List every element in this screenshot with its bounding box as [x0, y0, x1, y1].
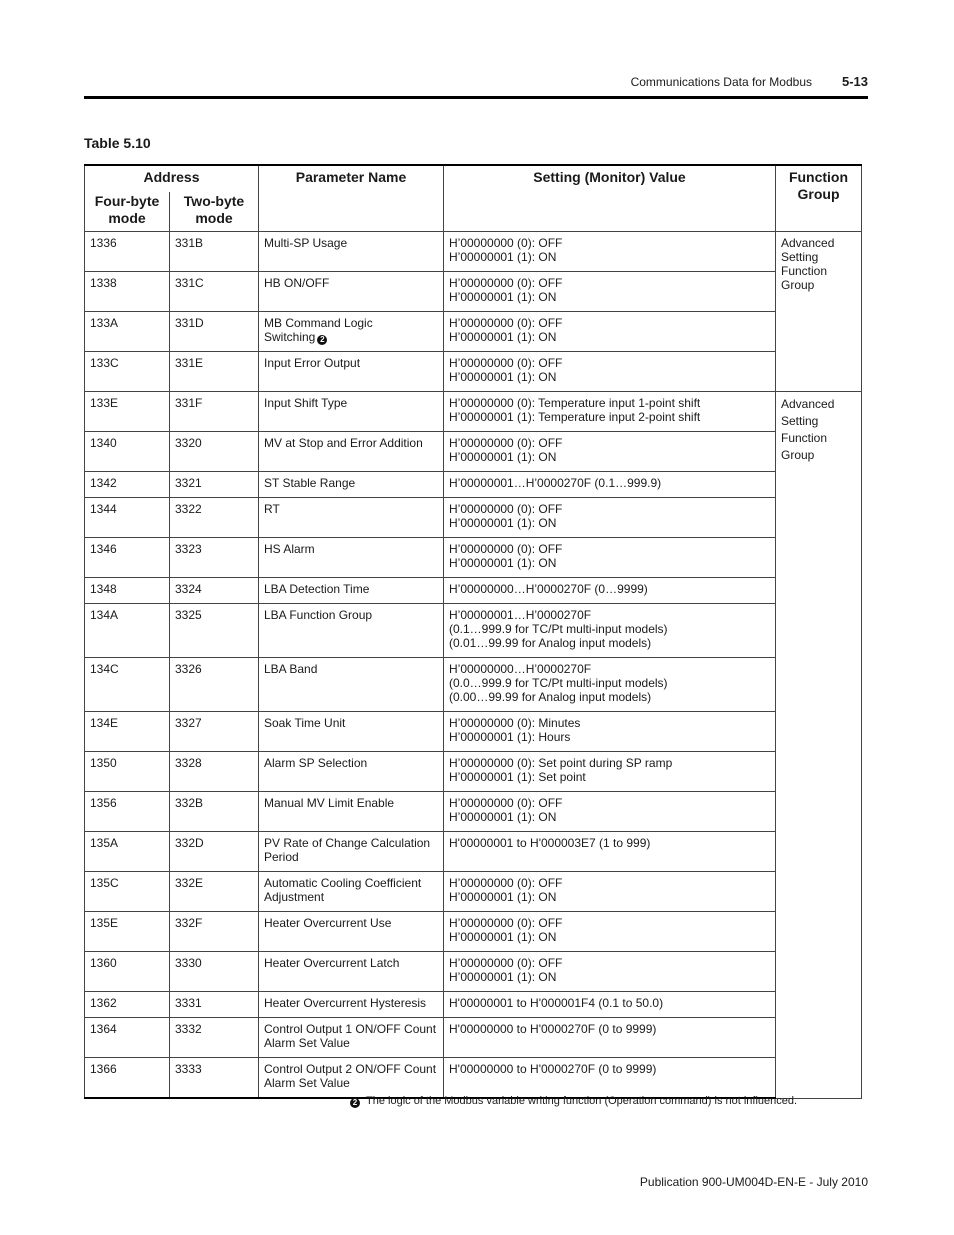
- parameter-name: [259, 712, 444, 752]
- two-byte-address: 331D: [170, 312, 259, 352]
- parameter-name-line: Alarm Set Value: [264, 1036, 350, 1050]
- two-byte-address: 332D: [170, 832, 259, 872]
- function-group-word: Function: [781, 264, 828, 278]
- four-byte-address: 1336: [85, 232, 170, 272]
- setting-value-line: H’00000001 (1): ON: [449, 330, 557, 344]
- table-row: [85, 272, 862, 312]
- table-row: [85, 432, 862, 472]
- parameter-name-line: LBA Band: [264, 662, 318, 676]
- header-address: Address: [85, 165, 259, 192]
- parameter-name-line: MV at Stop and Error Addition: [264, 436, 423, 450]
- setting-value-line: H’00000000 (0): OFF: [449, 436, 563, 450]
- setting-value-line: H’00000001 (1): ON: [449, 810, 557, 824]
- publication-info: Publication 900-UM004D-EN-E - July 2010: [639, 1175, 868, 1189]
- four-byte-address: 1366: [85, 1058, 170, 1099]
- two-byte-address: 3332: [170, 1018, 259, 1058]
- function-group-word: Group: [781, 448, 815, 462]
- footnote: [350, 1095, 797, 1108]
- table-row: [85, 538, 862, 578]
- setting-value-line: H’00000000 (0): OFF: [449, 956, 563, 970]
- table-row: [85, 872, 862, 912]
- setting-value: [444, 498, 776, 538]
- four-byte-address: 1346: [85, 538, 170, 578]
- four-byte-address: 135A: [85, 832, 170, 872]
- parameter-name-line: Alarm SP Selection: [264, 756, 368, 770]
- setting-value: [444, 658, 776, 712]
- parameter-name: [259, 312, 444, 352]
- function-group-word: Group: [781, 278, 815, 292]
- parameter-name-line: Control Output 2 ON/OFF Count: [264, 1062, 437, 1076]
- setting-value-line: H’00000001 (1): ON: [449, 370, 557, 384]
- parameter-name: [259, 992, 444, 1018]
- setting-value: [444, 992, 776, 1018]
- four-byte-address: 135E: [85, 912, 170, 952]
- parameter-name-line: Switching: [264, 330, 316, 344]
- two-byte-address: 3331: [170, 992, 259, 1018]
- setting-value-line: H’00000001 (1): ON: [449, 250, 557, 264]
- two-byte-address: 3321: [170, 472, 259, 498]
- setting-value-line: H’00000001 (1): ON: [449, 516, 557, 530]
- parameter-name: [259, 952, 444, 992]
- setting-value: [444, 1018, 776, 1058]
- setting-value-line: (0.01…99.99 for Analog input models): [449, 636, 652, 650]
- two-byte-address: 3327: [170, 712, 259, 752]
- setting-value-line: H’00000001 (1): ON: [449, 556, 557, 570]
- two-byte-address: 3323: [170, 538, 259, 578]
- parameter-name: [259, 538, 444, 578]
- header-rule: [84, 96, 868, 99]
- setting-value: [444, 538, 776, 578]
- setting-value-line: H’00000001 (1): ON: [449, 450, 557, 464]
- parameter-name-line: Input Error Output: [264, 356, 361, 370]
- setting-value-line: H’00000001…H’0000270F: [449, 608, 592, 622]
- parameter-name: [259, 752, 444, 792]
- two-byte-address: 3324: [170, 578, 259, 604]
- parameter-name: [259, 872, 444, 912]
- function-group: [776, 232, 862, 392]
- header-setting-value: Setting (Monitor) Value: [444, 165, 776, 232]
- two-byte-address: 3330: [170, 952, 259, 992]
- setting-value-line: (0.0…999.9 for TC/Pt multi-input models): [449, 676, 668, 690]
- table-row: [85, 472, 862, 498]
- setting-value: [444, 952, 776, 992]
- setting-value: [444, 792, 776, 832]
- header-function-group: Function Group: [776, 165, 862, 232]
- parameter-name-line: HS Alarm: [264, 542, 315, 556]
- parameter-name-line: Automatic Cooling Coefficient: [264, 876, 422, 890]
- parameter-name-line: Heater Overcurrent Use: [264, 916, 392, 930]
- parameter-name: [259, 1018, 444, 1058]
- setting-value-line: (0.00…99.99 for Analog input models): [449, 690, 652, 704]
- setting-value-line: H’00000001 (1): Temperature input 2-point shift: [449, 410, 701, 424]
- parameter-name: [259, 832, 444, 872]
- parameter-name-line: RT: [264, 502, 280, 516]
- two-byte-address: 331F: [170, 392, 259, 432]
- parameter-name: [259, 432, 444, 472]
- two-byte-address: 332B: [170, 792, 259, 832]
- setting-value-line: H'00000000 to H'0000270F (0 to 9999): [449, 1022, 657, 1036]
- parameter-name: [259, 472, 444, 498]
- parameter-name-line: Multi-SP Usage: [264, 236, 348, 250]
- setting-value-line: H’00000000 (0): OFF: [449, 502, 563, 516]
- parameter-name: [259, 352, 444, 392]
- setting-value-line: H’00000001 (1): Set point: [449, 770, 586, 784]
- setting-value-line: H’00000001 (1): ON: [449, 970, 557, 984]
- setting-value: [444, 604, 776, 658]
- page-number: 5-13: [841, 74, 868, 89]
- table-row: [85, 232, 862, 272]
- two-byte-address: 3333: [170, 1058, 259, 1099]
- setting-value-line: (0.1…999.9 for TC/Pt multi-input models): [449, 622, 668, 636]
- table-row: [85, 1018, 862, 1058]
- two-byte-address: 332F: [170, 912, 259, 952]
- parameter-name: [259, 392, 444, 432]
- four-byte-address: 1338: [85, 272, 170, 312]
- setting-value: [444, 872, 776, 912]
- parameter-name-line: Manual MV Limit Enable: [264, 796, 395, 810]
- setting-value-line: H’00000001 (1): ON: [449, 290, 557, 304]
- parameter-name-line: MB Command Logic: [264, 316, 373, 330]
- table-row: [85, 578, 862, 604]
- footnote-text: The logic of the Modbus variable writing function (Operation command) is not influenced.: [366, 1095, 798, 1107]
- table-row: [85, 604, 862, 658]
- table-row: [85, 992, 862, 1018]
- table-row: [85, 792, 862, 832]
- setting-value: [444, 752, 776, 792]
- function-group-word: Function: [781, 431, 828, 445]
- two-byte-address: 332E: [170, 872, 259, 912]
- table-row: [85, 658, 862, 712]
- setting-value-line: H’00000000 (0): Set point during SP ramp: [449, 756, 673, 770]
- setting-value: [444, 832, 776, 872]
- header-parameter-name: Parameter Name: [259, 165, 444, 232]
- parameter-name-line: Alarm Set Value: [264, 1076, 350, 1090]
- setting-value: [444, 432, 776, 472]
- four-byte-address: 1344: [85, 498, 170, 538]
- two-byte-address: 3320: [170, 432, 259, 472]
- parameter-name: [259, 604, 444, 658]
- function-group-word: Setting: [781, 250, 819, 264]
- parameter-name: [259, 792, 444, 832]
- setting-value: [444, 272, 776, 312]
- parameter-name-line: PV Rate of Change Calculation: [264, 836, 431, 850]
- parameter-name: [259, 1058, 444, 1099]
- table-body: [85, 232, 862, 1099]
- four-byte-address: 1356: [85, 792, 170, 832]
- setting-value-line: H’00000000 (0): Temperature input 1-point shift: [449, 396, 701, 410]
- four-byte-address: 133E: [85, 392, 170, 432]
- table-row: [85, 912, 862, 952]
- four-byte-address: 135C: [85, 872, 170, 912]
- setting-value-line: H’00000001 (1): ON: [449, 890, 557, 904]
- table-row: [85, 352, 862, 392]
- two-byte-address: 331E: [170, 352, 259, 392]
- setting-value-line: H’00000000…H’0000270F (0…9999): [449, 582, 648, 596]
- setting-value-line: H’00000000…H’0000270F: [449, 662, 592, 676]
- function-group-word: Advanced: [781, 397, 835, 411]
- parameter-name: [259, 912, 444, 952]
- table-row: [85, 392, 862, 432]
- parameter-name-line: LBA Function Group: [264, 608, 373, 622]
- header-four-byte-mode: Four-byte mode: [85, 192, 170, 232]
- page-header: [84, 74, 868, 96]
- setting-value-line: H’00000000 (0): OFF: [449, 916, 563, 930]
- two-byte-address: 3328: [170, 752, 259, 792]
- parameter-name-line: Period: [264, 850, 299, 864]
- four-byte-address: 133A: [85, 312, 170, 352]
- parameter-name-line: Heater Overcurrent Latch: [264, 956, 400, 970]
- four-byte-address: 1362: [85, 992, 170, 1018]
- setting-value-line: H’00000000 (0): OFF: [449, 796, 563, 810]
- function-group: [776, 392, 862, 1099]
- section-title: Communications Data for Modbus: [630, 75, 812, 89]
- setting-value: [444, 578, 776, 604]
- table-row: [85, 832, 862, 872]
- setting-value-line: H’00000001…H’0000270F (0.1…999.9): [449, 476, 662, 490]
- setting-value: [444, 392, 776, 432]
- setting-value: [444, 472, 776, 498]
- setting-value-line: H’00000000 (0): OFF: [449, 236, 563, 250]
- parameter-name-line: Heater Overcurrent Hysteresis: [264, 996, 427, 1010]
- parameter-name: [259, 658, 444, 712]
- modbus-parameter-table: [84, 164, 862, 1099]
- setting-value: [444, 232, 776, 272]
- parameter-name-line: Adjustment: [264, 890, 325, 904]
- table-row: [85, 498, 862, 538]
- note-2-marker: 2: [317, 335, 327, 345]
- four-byte-address: 134C: [85, 658, 170, 712]
- two-byte-address: 331C: [170, 272, 259, 312]
- four-byte-address: 134E: [85, 712, 170, 752]
- two-byte-address: 331B: [170, 232, 259, 272]
- four-byte-address: 1364: [85, 1018, 170, 1058]
- setting-value-line: H’00000000 (0): OFF: [449, 276, 563, 290]
- setting-value-line: H'00000000 to H'0000270F (0 to 9999): [449, 1062, 657, 1076]
- setting-value-line: H’00000000 (0): OFF: [449, 316, 563, 330]
- setting-value-line: H’00000001 (1): Hours: [449, 730, 571, 744]
- setting-value-line: H’00000001 (1): ON: [449, 930, 557, 944]
- parameter-name-line: Control Output 1 ON/OFF Count: [264, 1022, 437, 1036]
- parameter-name-line: HB ON/OFF: [264, 276, 330, 290]
- table-row: [85, 312, 862, 352]
- table-row: [85, 712, 862, 752]
- table-title: Table 5.10: [84, 135, 151, 151]
- setting-value: [444, 1058, 776, 1099]
- parameter-name: [259, 578, 444, 604]
- parameter-name: [259, 272, 444, 312]
- two-byte-address: 3322: [170, 498, 259, 538]
- parameter-name: [259, 498, 444, 538]
- setting-value-line: H’00000000 (0): OFF: [449, 876, 563, 890]
- setting-value: [444, 912, 776, 952]
- parameter-name-line: Soak Time Unit: [264, 716, 346, 730]
- four-byte-address: 1342: [85, 472, 170, 498]
- table-row: [85, 952, 862, 992]
- setting-value-line: H’00000000 (0): OFF: [449, 356, 563, 370]
- table-row: [85, 752, 862, 792]
- parameter-name: [259, 232, 444, 272]
- note-2-marker: 2: [350, 1098, 360, 1108]
- parameter-name-line: ST Stable Range: [264, 476, 356, 490]
- function-group-word: Setting: [781, 414, 819, 428]
- setting-value-line: H'00000001 to H'000001F4 (0.1 to 50.0): [449, 996, 664, 1010]
- two-byte-address: 3325: [170, 604, 259, 658]
- setting-value: [444, 312, 776, 352]
- setting-value: [444, 712, 776, 752]
- parameter-name-line-with-note: [264, 330, 438, 345]
- four-byte-address: 133C: [85, 352, 170, 392]
- function-group-word: Advanced: [781, 236, 835, 250]
- parameter-name-line: LBA Detection Time: [264, 582, 370, 596]
- table-row: [85, 1058, 862, 1099]
- two-byte-address: 3326: [170, 658, 259, 712]
- setting-value: [444, 352, 776, 392]
- four-byte-address: 1360: [85, 952, 170, 992]
- four-byte-address: 1350: [85, 752, 170, 792]
- setting-value-line: H’00000000 (0): Minutes: [449, 716, 581, 730]
- four-byte-address: 1340: [85, 432, 170, 472]
- four-byte-address: 134A: [85, 604, 170, 658]
- setting-value-line: H'00000001 to H'000003E7 (1 to 999): [449, 836, 651, 850]
- four-byte-address: 1348: [85, 578, 170, 604]
- setting-value-line: H’00000000 (0): OFF: [449, 542, 563, 556]
- parameter-name-line: Input Shift Type: [264, 396, 348, 410]
- header-two-byte-mode: Two-byte mode: [170, 192, 259, 232]
